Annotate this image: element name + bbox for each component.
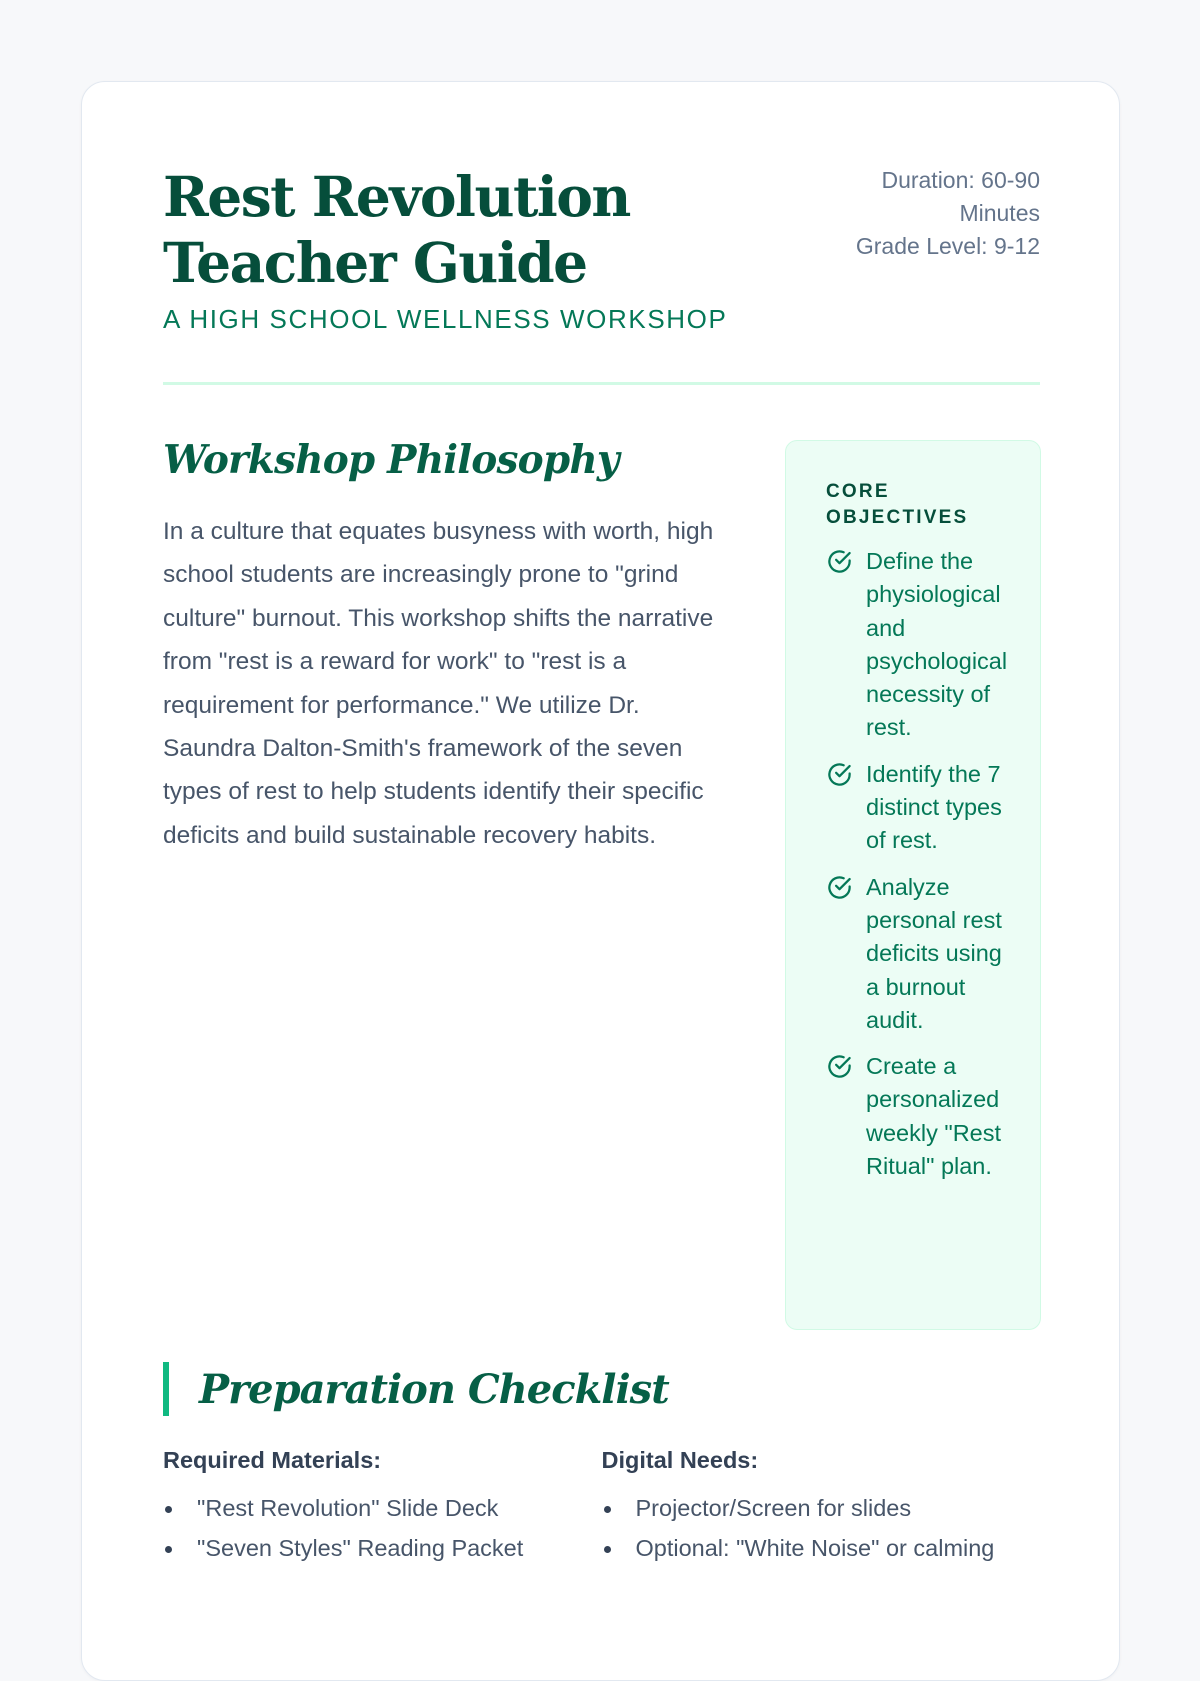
check-circle-icon xyxy=(826,761,853,788)
preparation-heading: Preparation Checklist xyxy=(199,1365,669,1413)
check-circle-icon xyxy=(826,548,853,575)
required-materials-list xyxy=(163,1488,602,1568)
header-divider xyxy=(163,382,1040,385)
check-circle-icon xyxy=(826,874,853,901)
objective-item xyxy=(826,758,1020,858)
heading-accent-bar xyxy=(163,1362,169,1416)
page-subtitle: A HIGH SCHOOL WELLNESS WORKSHOP xyxy=(163,304,728,334)
workshop-meta xyxy=(810,164,1040,263)
grade-level-text: Grade Level: 9-12 xyxy=(855,233,1040,259)
philosophy-section xyxy=(163,432,733,857)
objective-text: Analyze personal rest deficits using a burnout audit. xyxy=(866,873,1002,1033)
list-item: Projector/Screen for slides xyxy=(602,1488,1041,1528)
digital-needs-heading: Digital Needs: xyxy=(601,1447,759,1473)
title-line-1: Rest Revolution xyxy=(163,164,630,229)
objective-text: Identify the 7 distinct types of rest. xyxy=(866,760,1002,854)
check-circle-icon xyxy=(826,1053,853,1080)
objective-item xyxy=(826,871,1020,1037)
preparation-section xyxy=(163,1362,1040,1568)
guide-header xyxy=(163,164,1040,364)
objective-text: Define the physiological and psychological necessity of rest. xyxy=(866,548,1008,741)
philosophy-heading: Workshop Philosophy xyxy=(163,437,619,483)
title-line-2: Teacher Guide xyxy=(163,230,587,295)
objective-item xyxy=(826,1050,1020,1183)
objective-text: Create a personalized weekly "Rest Ritual" plan. xyxy=(866,1053,1002,1180)
list-item: "Seven Styles" Reading Packet xyxy=(163,1528,602,1568)
list-item: "Rest Revolution" Slide Deck xyxy=(163,1488,602,1528)
preparation-heading-wrap xyxy=(163,1362,1040,1416)
duration-text: Duration: 60-90 Minutes xyxy=(881,167,1040,226)
page-title xyxy=(163,164,723,296)
required-materials-column xyxy=(163,1444,602,1568)
digital-needs-list xyxy=(602,1488,1041,1568)
core-objectives-box xyxy=(785,440,1041,1330)
philosophy-body: In a culture that equates busyness with worth, high school students are increasingly prone to "grind culture" burnout. This workshop shifts the narrative from "rest is a reward for work" to "rest is a requirement for performance." We utilize Dr. Saundra Dalton-Smith's framework of the seven types of rest to help students identify their specific deficits and build sustainable recovery habits. xyxy=(163,518,714,849)
list-item: Optional: "White Noise" or calming xyxy=(602,1528,1041,1568)
preparation-columns xyxy=(163,1444,1040,1568)
objectives-heading: CORE OBJECTIVES xyxy=(826,481,969,528)
required-materials-heading: Required Materials: xyxy=(163,1447,382,1473)
objective-item xyxy=(826,545,1020,745)
guide-card xyxy=(81,81,1120,1681)
objectives-list xyxy=(826,545,1020,1183)
digital-needs-column xyxy=(602,1444,1041,1568)
